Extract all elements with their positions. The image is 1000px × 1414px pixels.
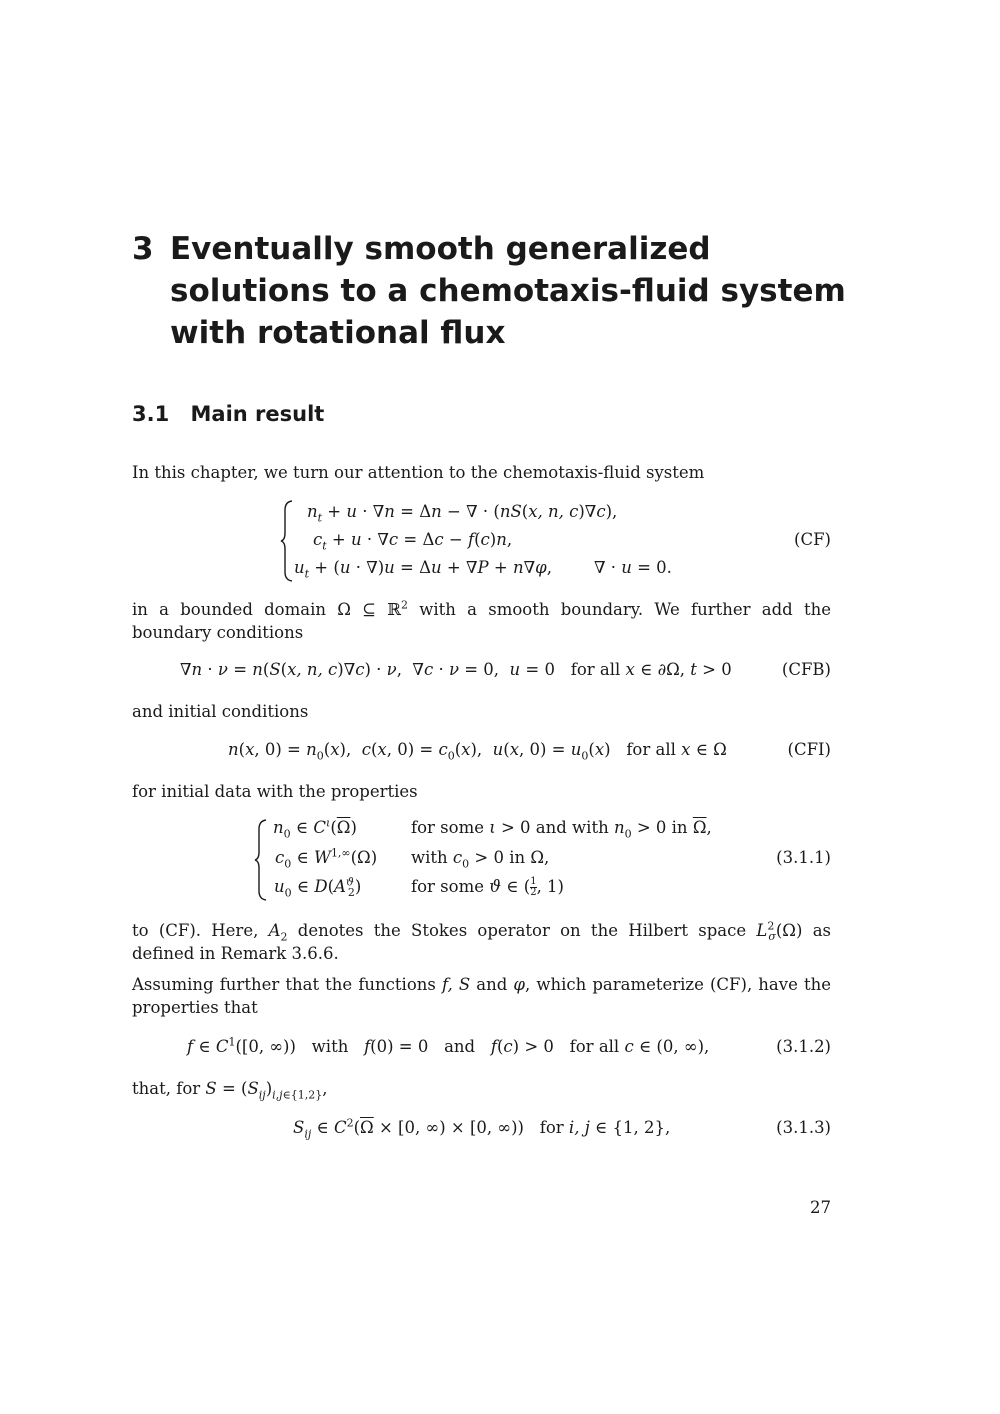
equation-313: $S_{ij}$ ∈ $C^2(\overline{\Omega} \times [0$, ∞) × [0, ∞)) for i, j ∈ {1, 2},	[293, 1116, 671, 1141]
equation-311-row-2-left: $c_0$ ∈ $W^{1,\infty}(\Omega)$	[275, 846, 378, 871]
paragraph-s-matrix: that, for $S = (S_{ij})_{i,j\in\{1,2\}}$,	[132, 1079, 328, 1102]
paragraph-initial: and initial conditions	[132, 702, 309, 721]
equation-311-row-1-left: $n_0$ ∈ $C^\iota(\overline{\Omega})$	[273, 816, 357, 841]
section-title: Main result	[190, 402, 325, 426]
paragraph-stokes: to (CF). Here, $A_2$ denotes the Stokes operator on the Hilbert space $L^2_\sigma(\Omega)$ as defined in Remark 3.6.6.	[132, 919, 831, 963]
equation-tag-311: (3.1.1)	[776, 848, 831, 867]
equation-cfb: ∇n · ν = n(S(x, n, c)∇c) · ν, ∇c · ν = 0, u = 0 for all x ∈ ∂Ω, t > 0	[180, 660, 732, 679]
equation-tag-cf: (CF)	[794, 530, 831, 549]
page-number: 27	[810, 1198, 831, 1217]
left-brace-icon	[280, 500, 294, 582]
paragraph-assumptions: Assuming further that the functions f, S and φ, which parameterize (CF), have the properties that	[132, 975, 831, 1017]
equation-cf-line-3: $u_t + (u \cdot \nabla)u = \Delta u + \nabla P + n\nabla\varphi$, ∇ · u = 0.	[294, 558, 672, 581]
section-heading	[132, 402, 324, 426]
equation-cfi: n(x, $0) = n_0(x)$, c(x, $0) = c_0(x)$, u(x, $0) = u_0(x)$ for all x ∈ Ω	[228, 740, 727, 763]
equation-tag-312: (3.1.2)	[776, 1037, 831, 1056]
paragraph-intro: In this chapter, we turn our attention to the chemotaxis-fluid system	[132, 463, 705, 482]
equation-312: f ∈ $C^1([0$, ∞)) with f(0) = 0 and f(c) > 0 for all c ∈ (0, ∞),	[187, 1035, 710, 1056]
chapter-number: 3	[132, 231, 154, 267]
equation-cf-line-2: $c_t + u \cdot \nabla c = \Delta c - f(c)n$,	[313, 530, 513, 553]
chapter-title: Eventually smooth generalized solutions to a chemotaxis-fluid system with rotational flux	[170, 231, 846, 351]
equation-tag-313: (3.1.3)	[776, 1118, 831, 1137]
equation-311-row-1-right: for some ι > 0 and with $n_0 > 0$ in $\overline{\Omega}$,	[411, 818, 712, 841]
equation-311-row-3-right: for some ϑ ∈ ( $\frac{1}{2}$ , 1)	[411, 876, 564, 898]
equation-cf-line-1: $n_t + u \cdot \nabla n = \Delta n$ − ∇ · (nS(x, n, c)∇c),	[307, 502, 618, 525]
equation-tag-cfi: (CFI)	[787, 740, 831, 759]
left-brace-icon	[254, 819, 268, 901]
section-number: 3.1	[132, 402, 170, 426]
paragraph-domain: in a bounded domain Ω ⊆ ℝ$^2$ with a smooth boundary. We further add the boundary conditions	[132, 598, 832, 642]
equation-tag-cfb: (CFB)	[781, 660, 831, 679]
paragraph-initial-data: for initial data with the properties	[132, 782, 418, 801]
equation-311-row-3-left: $u_0$ ∈ $D(A^ϑ_2)$	[274, 875, 362, 900]
equation-311-row-2-right: with $c_0 > 0$ in Ω,	[411, 848, 550, 871]
